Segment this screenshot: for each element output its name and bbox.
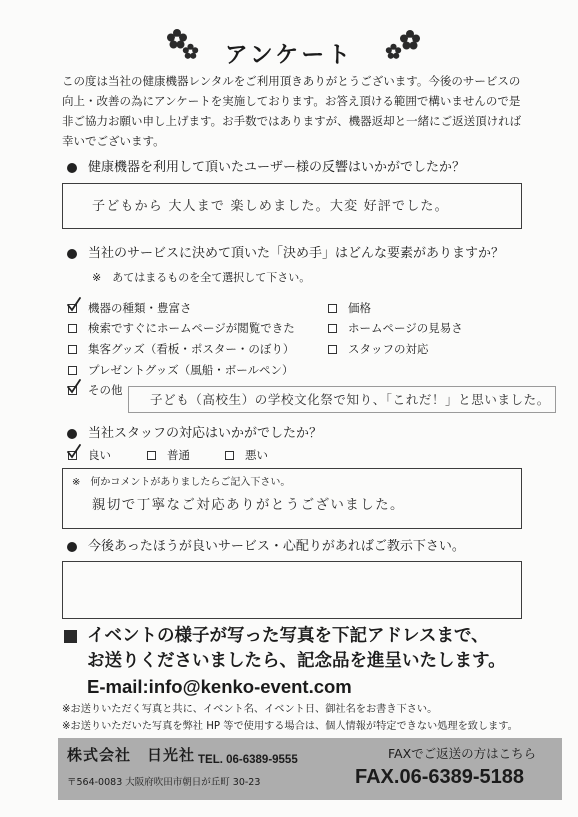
checkbox [147, 451, 156, 460]
checkbox [68, 386, 77, 395]
photo-note: ※お送りいただく写真と共に、イベント名、イベント日、御社名をお書き下さい。 [62, 704, 438, 715]
intro-line: 向上・改善の為にアンケートを実施しております。お答え頂ける範囲で構いませんので是 [62, 94, 521, 108]
email-address: E-mail:info@kenko-event.com [87, 676, 352, 697]
question-2-note: ※ あてはまるものを全て選択して下さい。 [92, 271, 311, 284]
checkmark-icon [66, 297, 82, 313]
option-label: 良い [88, 448, 111, 462]
checkbox [328, 324, 337, 333]
question-2: 当社のサービスに決めて頂いた「決め手」はどんな要素がありますか？ [88, 246, 505, 261]
checkbox [328, 304, 337, 313]
intro-line: この度は当社の健康機器レンタルをご利用頂きありがとうございます。今後のサービスの [62, 74, 521, 88]
checkbox [328, 345, 337, 354]
option-label: その他 [88, 383, 123, 397]
option-label: スタッフの対応 [348, 342, 429, 356]
checkbox [225, 451, 234, 460]
comment-handwritten: 親切で丁寧なご対応ありがとうございました。 [92, 497, 405, 513]
photo-note: ※お送りいただいた写真を弊社 HP 等で使用する場合は、個人情報が特定できない処理を致します。 [62, 721, 518, 732]
form-title: アンケート [224, 42, 354, 68]
telephone-number: TEL. 06-6389-9555 [198, 754, 298, 766]
checkbox [68, 366, 77, 375]
photo-request-line-2: お送りくださいましたら、記念品を進呈いたします。 [87, 651, 506, 671]
fax-number: FAX.06-6389-5188 [355, 766, 525, 788]
bullet-icon [67, 249, 77, 259]
square-bullet-icon [64, 630, 77, 643]
question-1: 健康機器を利用して頂いたユーザー様の反響はいかがでしたか？ [88, 160, 466, 175]
company-name: 株式会社 日光社 [67, 746, 196, 764]
option-label: 検索ですぐにホームページが閲覧できた [88, 321, 295, 335]
question-3: 当社スタッフの対応はいかがでしたか？ [88, 426, 323, 441]
option-label: 普通 [167, 448, 190, 462]
option-label: 機器の種類・豊富さ [88, 301, 192, 315]
flower-icon [399, 29, 421, 51]
checkbox [68, 304, 77, 313]
answer-box-4 [62, 561, 522, 619]
option-label: 価格 [348, 301, 371, 315]
checkbox [68, 324, 77, 333]
option-label: 集客グッズ（看板・ポスター・のぼり） [88, 342, 295, 356]
comment-note: ※ 何かコメントがありましたらご記入下さい。 [72, 477, 291, 488]
bullet-icon [67, 542, 77, 552]
answer-1-handwritten: 子どもから 大人まで 楽しめました。大変 好評でした。 [92, 199, 449, 214]
fax-label: FAXでご返送の方はこちら [388, 746, 537, 761]
checkbox [68, 345, 77, 354]
company-address: 〒564-0083 大阪府吹田市朝日が丘町 30-23 [67, 777, 261, 788]
bullet-icon [67, 163, 77, 173]
intro-line: 幸いでございます。 [62, 134, 165, 148]
intro-line: 非ご協力お願い申し上げます。お手数ではありますが、機器返却と一緒にご返送頂ければ [62, 114, 522, 128]
option-label: 悪い [245, 448, 268, 462]
bullet-icon [67, 429, 77, 439]
checkmark-icon [66, 379, 82, 395]
other-answer-handwritten: 子ども（高校生）の学校文化祭で知り、「これだ！」と思いました。 [150, 392, 550, 407]
option-label: プレゼントグッズ（風船・ボールペン） [88, 363, 294, 377]
option-label: ホームページの見易さ [348, 321, 463, 335]
checkmark-icon [66, 444, 82, 460]
photo-request-line-1: イベントの様子が写った写真を下記アドレスまで、 [87, 626, 489, 646]
checkbox [68, 451, 77, 460]
question-4: 今後あったほうが良いサービス・心配りがあればご教示下さい。 [88, 539, 465, 554]
